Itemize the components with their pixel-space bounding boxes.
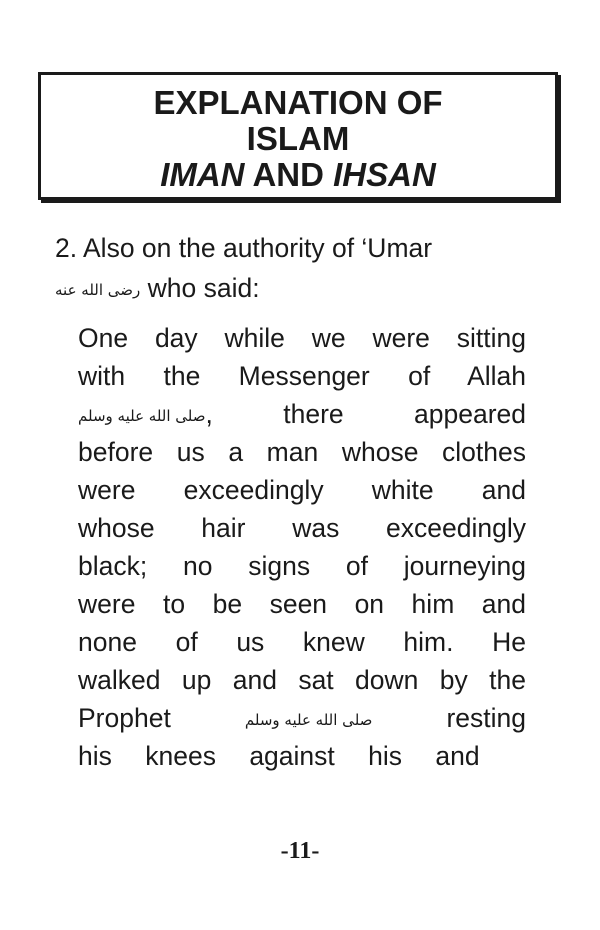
body-row-6: whose hair was exceedingly [78, 513, 526, 543]
body-row-1: One day while we were sitting [78, 323, 526, 353]
body-row-4: before us a man whose clothes [78, 437, 526, 467]
body-row-5: were exceedingly white and [78, 475, 526, 505]
body-row-12: his knees against his and [78, 741, 480, 771]
title-and: AND [244, 156, 334, 193]
intro-line-1: 2. Also on the authority of ‘Umar [55, 233, 433, 263]
arabic-honorific-umar: رضى الله عنه [55, 281, 141, 299]
arabic-salutation: صلى الله عليه وسلم [78, 407, 206, 425]
body-row-7: black; no signs of journeying [78, 551, 526, 581]
title-line-3 [41, 157, 555, 193]
title-line-1: EXPLANATION OF [153, 84, 443, 121]
body-row-11-text: Prophet [78, 703, 245, 733]
arabic-salutation: صلى الله عليه وسلم [244, 711, 373, 729]
body-row-3 [78, 395, 526, 433]
intro-line-2-text: who said: [140, 273, 260, 303]
intro-line-2 [55, 268, 432, 308]
body-row-9: none of us knew him. He [78, 627, 526, 657]
page-number: -11- [280, 838, 320, 864]
title-line-2: ISLAM [246, 120, 350, 157]
title-ihsan: IHSAN [333, 156, 436, 193]
body-row-11-after: resting [372, 703, 526, 733]
chapter-title-box [38, 72, 558, 200]
body-row-3-text: , there appeared [205, 399, 526, 429]
hadith-intro [55, 228, 432, 308]
body-row-11 [78, 699, 526, 737]
title-iman: IMAN [160, 156, 245, 193]
body-row-8: were to be seen on him and [78, 589, 526, 619]
hadith-body [78, 319, 526, 775]
body-row-2: with the Messenger of Allah [78, 361, 526, 391]
body-row-10: walked up and sat down by the [78, 665, 526, 695]
